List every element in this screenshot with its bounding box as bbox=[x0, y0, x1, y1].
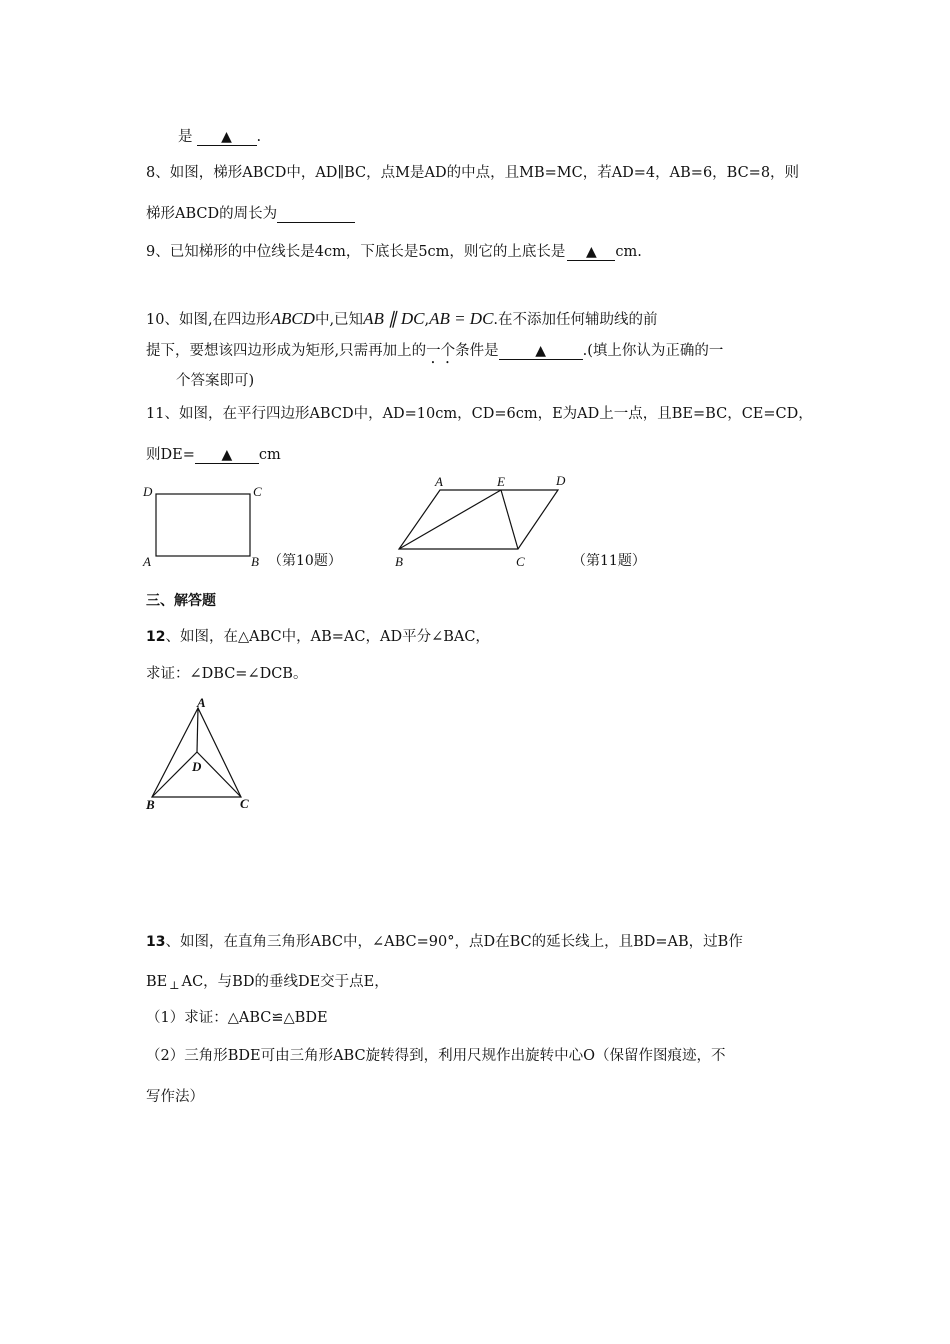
q13-line1: 13、如图，在直角三角形ABC中，∠ABC=90°，点D在BC的延长线上，且BD=AB，过B作 bbox=[146, 934, 743, 950]
fig11-label-c: C bbox=[516, 554, 525, 569]
fig11-label-d: D bbox=[556, 473, 566, 488]
fig10-label-a: A bbox=[143, 554, 151, 569]
fig12-segment-ad bbox=[197, 708, 198, 752]
fig10-caption: （第10题） bbox=[268, 553, 342, 569]
q7-prefix: 是 bbox=[178, 129, 193, 145]
fig12-label-d: D bbox=[192, 759, 202, 774]
fig12-label-c: C bbox=[240, 796, 249, 811]
q8-line2: 梯形ABCD的周长为 bbox=[146, 204, 355, 224]
q9-answer-blank[interactable]: ▲ bbox=[567, 244, 615, 261]
q11-line1: 11、如图，在平行四边形ABCD中，AD=10cm，CD=6cm，E为AD上一点，且BE=BC，CE=CD， bbox=[146, 406, 813, 422]
q9-line: 9、已知梯形的中位线长是4cm，下底长是5cm，则它的上底长是 ▲ cm. bbox=[146, 244, 642, 260]
fig11-parallelogram-shape bbox=[399, 490, 558, 549]
q10-math-parallel: AB ∥ DC bbox=[363, 309, 425, 328]
perpendicular-symbol: ⊥ bbox=[169, 979, 180, 992]
fig11-segment-ec bbox=[501, 490, 518, 549]
q12-number: 12 bbox=[146, 629, 166, 645]
q13-part2-line2: 写作法） bbox=[146, 1089, 204, 1105]
fig10-label-b: B bbox=[251, 554, 259, 569]
q10-math-equal: AB = DC bbox=[429, 309, 494, 328]
q13-line2: BE $_\perp$ AC，与BD的垂线DE交于点E， bbox=[146, 974, 389, 992]
fig12-label-a: A bbox=[197, 695, 206, 710]
q11-answer-blank[interactable]: ▲ bbox=[195, 447, 259, 464]
fig10-label-c: C bbox=[253, 484, 262, 499]
fig12-segment-db bbox=[152, 752, 197, 797]
q10-line3: 个答案即可) bbox=[176, 373, 255, 389]
section-title: 三、解答题 bbox=[146, 593, 216, 609]
q8-line1: 8、如图，梯形ABCD中，AD∥BC，点M是AD的中点，且MB=MC，若AD=4，AB=6，BC=8，则 bbox=[146, 165, 800, 181]
fig11-parallelogram bbox=[395, 473, 566, 569]
q7-answer-blank[interactable]: ▲ bbox=[197, 129, 257, 146]
q10-math-abcd: ABCD bbox=[270, 309, 315, 328]
fig10-label-d: D bbox=[143, 484, 153, 499]
q10-answer-blank[interactable]: ▲ bbox=[499, 343, 583, 360]
q12-line2: 求证：∠DBC=∠DCB。 bbox=[146, 666, 308, 682]
fig11-label-a: A bbox=[435, 474, 443, 489]
q12-line1: 12、如图，在△ABC中，AB=AC，AD平分∠BAC， bbox=[146, 629, 490, 645]
fig10-rectangle bbox=[142, 484, 262, 569]
fig11-caption: （第11题） bbox=[572, 553, 646, 569]
q11-line2: 则DE= ▲ cm bbox=[146, 447, 281, 463]
fig11-label-e: E bbox=[497, 474, 505, 489]
fig12-label-b: B bbox=[146, 797, 155, 812]
q10-emphasis: 一个 bbox=[426, 343, 456, 359]
q10-line2: 提下，要想该四边形成为矩形,只需再加上的一个条件是 ▲ .(填上你认为正确的一 bbox=[146, 343, 724, 359]
q13-part2-line1: （2）三角形BDE可由三角形ABC旋转得到，利用尺规作出旋转中心O（保留作图痕迹，不 bbox=[146, 1048, 726, 1064]
q13-number: 13 bbox=[146, 934, 166, 950]
fig10-rect-shape bbox=[156, 494, 250, 556]
q10-line1: 10、如图,在四边形ABCD中,已知AB ∥ DC,AB = DC.在不添加任何辅助线的前 bbox=[146, 309, 658, 328]
fig12-triangle bbox=[145, 695, 249, 812]
fig11-label-b: B bbox=[395, 554, 403, 569]
q13-part1: （1）求证：△ABC≌△BDE bbox=[146, 1010, 328, 1026]
fig11-segment-be bbox=[399, 490, 501, 549]
q7-suffix: . bbox=[256, 129, 262, 145]
fig12-segment-dc bbox=[197, 752, 241, 797]
